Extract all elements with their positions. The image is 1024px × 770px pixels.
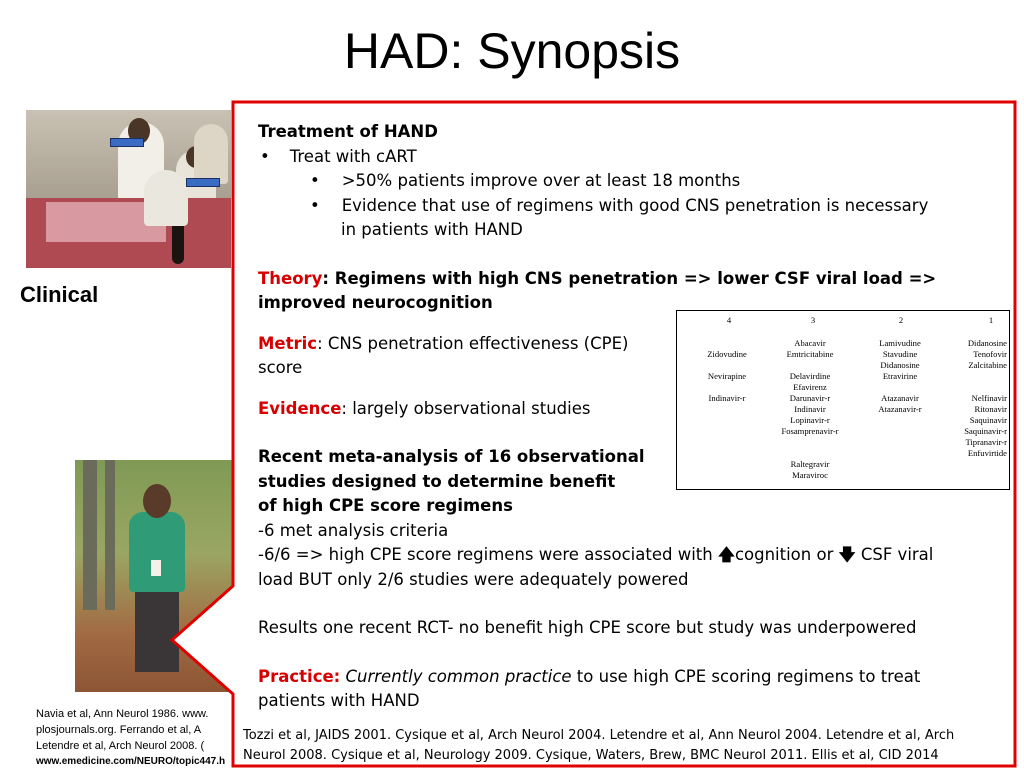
reference-link[interactable]: www.emedicine.com/NEURO/topic447.h (36, 756, 226, 767)
drug-name: Ritonavir (974, 404, 1007, 414)
up-arrow-icon: 🡅 (717, 545, 735, 564)
metric-label: Metric (258, 333, 318, 353)
references-right (243, 726, 1003, 766)
down-arrow-icon: 🡇 (838, 545, 856, 564)
theory-label: Theory (258, 268, 323, 288)
drug-name: Lamivudine (879, 338, 921, 348)
slide-title: HAD: Synopsis (343, 23, 681, 79)
reference-line: Navia et al, Ann Neurol 1986. www. (36, 708, 209, 720)
drug-name: Indinavir-r (708, 393, 746, 403)
drug-name: Nelfinavir (971, 393, 1007, 403)
bullet-item (258, 145, 1008, 170)
drug-name: Zalcitabine (968, 360, 1007, 370)
drug-name (687, 360, 767, 371)
clinical-label: Clinical (20, 282, 99, 307)
meta-text-part: -6/6 => high CPE score regimens were associated with (258, 545, 718, 564)
evidence-label: Evidence (258, 398, 342, 418)
bullet-glyph: • (260, 146, 270, 166)
drug-name: Efavirenz (793, 382, 827, 392)
bullet-glyph: • (310, 171, 320, 190)
meta-text-part: CSF viral (855, 545, 934, 564)
drug-name (765, 360, 855, 371)
cpe-col-header: 4 (726, 315, 732, 325)
references-left (36, 706, 236, 770)
cpe-score-table (676, 310, 1010, 490)
drug-name: Emtricitabine (786, 349, 834, 359)
cpe-column-3 (765, 338, 855, 481)
cpe-col-header: 2 (898, 315, 904, 325)
cpe-col-header: 3 (810, 315, 816, 325)
bullet-glyph: • (310, 195, 320, 215)
meta-text: -6 met analysis criteria (258, 520, 449, 540)
practice-line (258, 665, 1008, 690)
metric-text-cont: score (258, 358, 303, 377)
drug-name: Saquinavir (969, 415, 1007, 425)
theory-line (258, 267, 1008, 292)
drug-name: Etravirine (882, 371, 918, 381)
drug-name: Tipranavir-r (965, 437, 1007, 447)
drug-name (765, 437, 855, 448)
bullet-text: Treat with cART (289, 146, 417, 166)
theory-text: : Regimens with high CNS penetration => lower CSF viral load => (322, 268, 937, 288)
drug-name (945, 371, 1007, 382)
evidence-text: : largely observational studies (341, 398, 591, 418)
drug-name: Abacavir (794, 338, 826, 348)
reference-line: Tozzi et al, JAIDS 2001. Cysique et al, Arch Neurol 2004. Letendre et al, Ann Neurol 2004. Letendre et al, Arch (243, 728, 955, 743)
drug-name: Indinavir (794, 404, 826, 414)
cpe-column-2 (855, 338, 945, 415)
drug-name: Didanosine (880, 360, 920, 370)
drug-name: Didanosine (967, 338, 1007, 348)
drug-name: Tenofovir (973, 349, 1007, 359)
drug-name: Nevirapine (707, 371, 747, 381)
drug-name: Zidovudine (707, 349, 747, 359)
treatment-heading: Treatment of HAND (258, 122, 438, 141)
drug-name: Darunavir-r (789, 393, 831, 403)
practice-text-cont: patients with HAND (258, 691, 420, 710)
practice-text: to use high CPE scoring regimens to treat (571, 666, 921, 686)
drug-name (945, 382, 1007, 393)
drug-name (765, 448, 855, 459)
reference-line: plosjournals.org. Ferrando et al, A (36, 724, 202, 736)
metric-text: : CNS penetration effectiveness (CPE) (317, 333, 629, 353)
drug-name: Raltegravir (790, 459, 830, 469)
drug-name: Lopinavir-r (790, 415, 830, 425)
meta-text (258, 543, 1008, 568)
drug-name: Fosamprenavir-r (781, 426, 839, 436)
drug-name (855, 382, 945, 393)
drug-name: Saquinavir-r (964, 426, 1007, 436)
cpe-col-header: 1 (988, 315, 994, 325)
drug-name (687, 382, 767, 393)
meta-text: load BUT only 2/6 studies were adequately powered (258, 569, 689, 589)
meta-heading: studies designed to determine benefit (258, 471, 616, 491)
cpe-column-1 (945, 338, 1007, 459)
drug-name: Enfuvirtide (967, 448, 1007, 458)
reference-line: Neurol 2008. Cysique et al, Neurology 2009. Cysique, Waters, Brew, BMC Neurol 2011. Ellis et al, CID 2014 (243, 748, 939, 763)
meta-heading: of high CPE score regimens (258, 496, 513, 515)
sub-bullet-item (258, 169, 1008, 194)
bullet-continuation: in patients with HAND (341, 220, 523, 239)
drug-name: Atazanavir-r (878, 404, 922, 414)
bullet-text: Evidence that use of regimens with good CNS penetration is necessary (341, 195, 929, 215)
drug-name: Atazanavir (881, 393, 919, 403)
drug-name: Maraviroc (792, 470, 828, 480)
theory-text-cont: improved neurocognition (258, 293, 493, 312)
results-text: Results one recent RCT- no benefit high CPE score but study was underpowered (258, 618, 917, 637)
meta-heading: Recent meta-analysis of 16 observational (258, 447, 645, 466)
drug-name: Stavudine (882, 349, 918, 359)
cpe-column-4 (687, 349, 767, 404)
sub-bullet-item (258, 194, 1008, 219)
drug-name: Delavirdine (789, 371, 831, 381)
practice-italic: Currently common practice (345, 666, 572, 686)
meta-text-part: cognition or (734, 545, 839, 564)
practice-label: Practice: (258, 666, 341, 686)
reference-line: Letendre et al, Arch Neurol 2008. ( (36, 740, 205, 752)
bullet-text: >50% patients improve over at least 18 months (341, 171, 741, 190)
